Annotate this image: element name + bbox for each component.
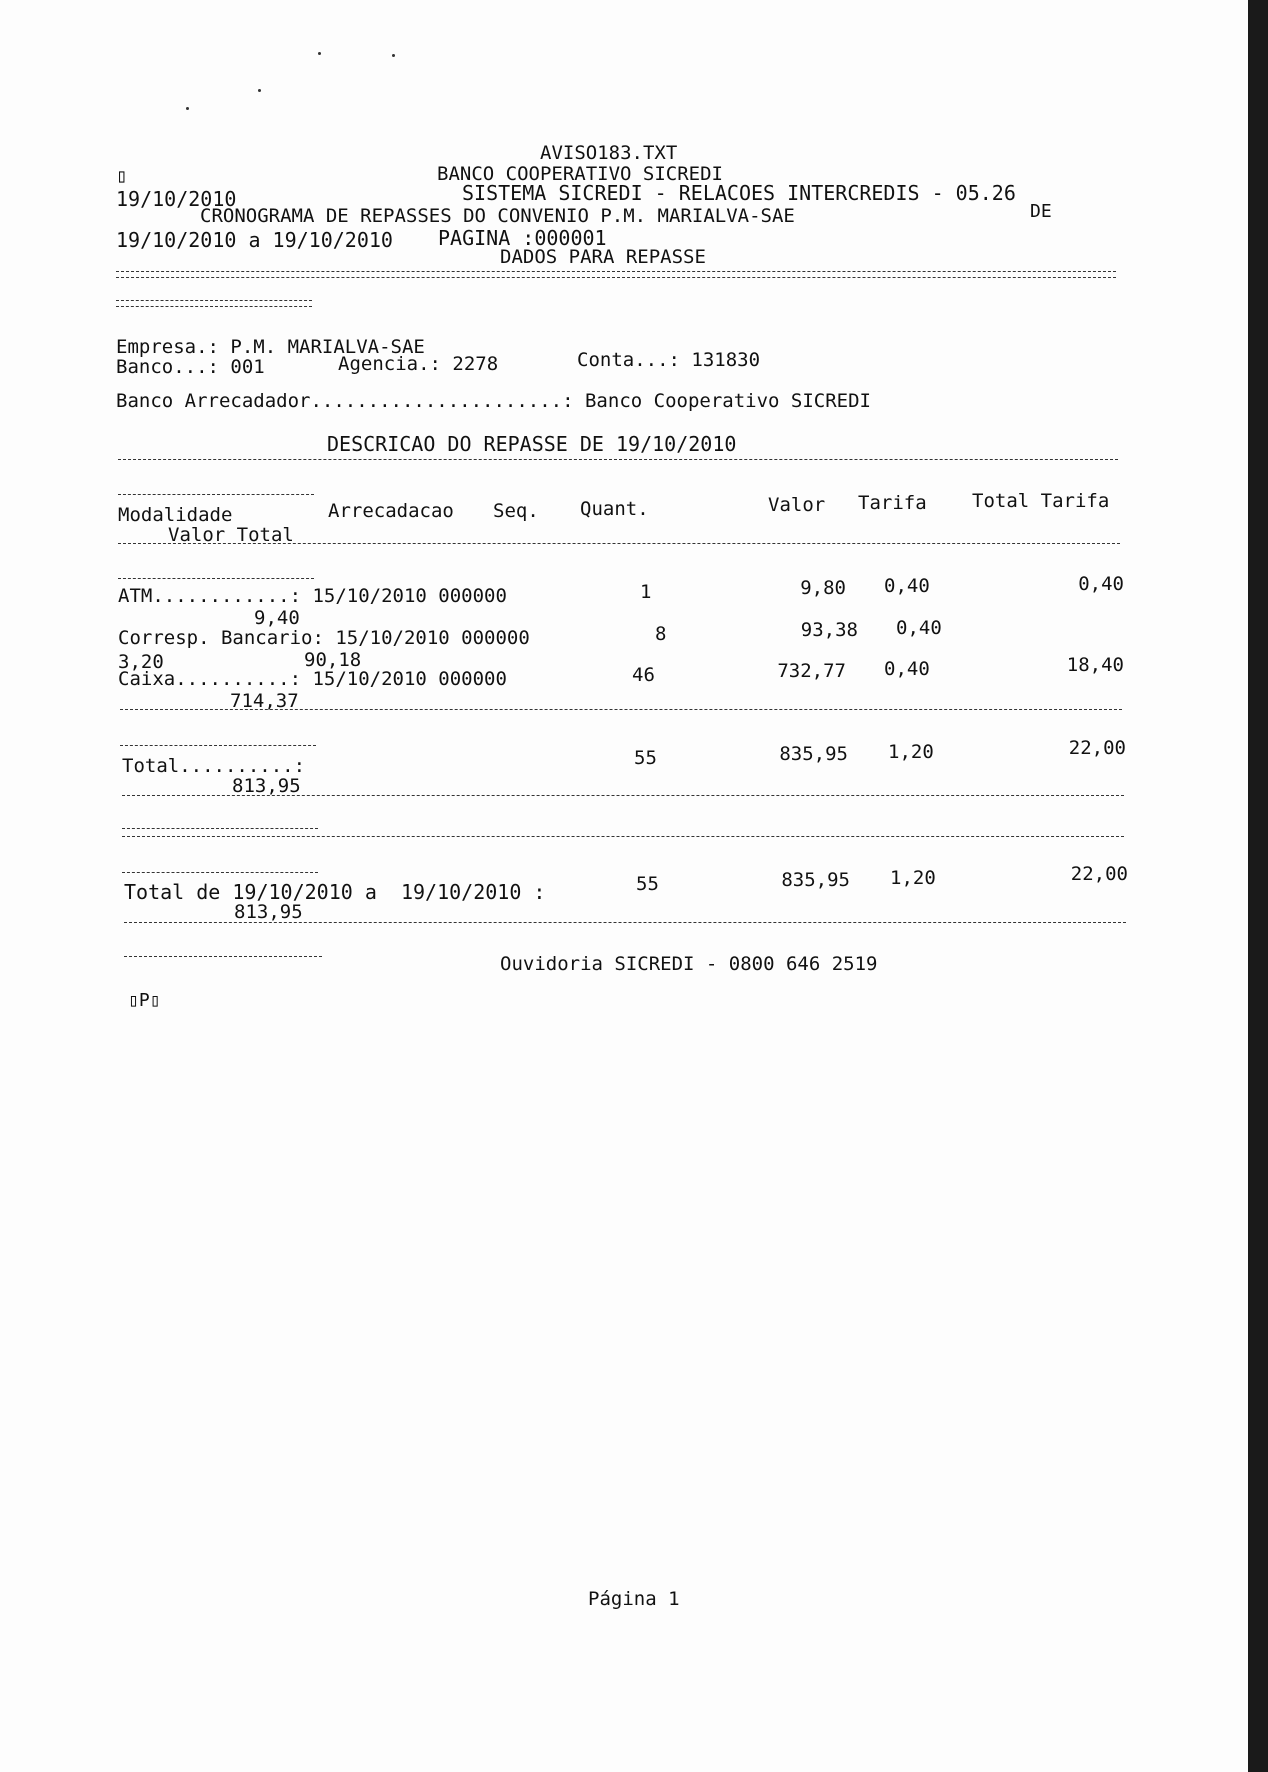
header-total-tarifa: Total Tarifa <box>972 490 1110 512</box>
conta-line: Conta...: 131830 <box>577 349 761 371</box>
header-valor: Valor <box>768 494 826 516</box>
section-title: DADOS PARA REPASSE <box>500 246 706 268</box>
control-char: ▯ <box>116 165 128 187</box>
period-total-valor: 835,95 <box>781 869 850 891</box>
header-valor-total: Valor Total <box>168 524 294 546</box>
arrecadador-line: Banco Arrecadador......................: Banco Cooperativo SICREDI <box>116 390 871 412</box>
report-date: 19/10/2010 <box>116 187 237 211</box>
period-total-label: Total de 19/10/2010 a 19/10/2010 : <box>124 880 546 904</box>
separator-dashed <box>120 709 1122 710</box>
separator-dashed <box>122 836 1124 837</box>
row-caixa-total-tarifa: 18,40 <box>1066 654 1124 676</box>
total-valor-total: 813,95 <box>232 775 301 797</box>
row-corresp-valor: 93,38 <box>800 619 858 641</box>
scan-speck <box>186 107 189 110</box>
header-arrecadacao: Arrecadacao <box>328 500 454 522</box>
row-atm-total-tarifa: 0,40 <box>1078 573 1124 595</box>
separator-double <box>116 300 312 307</box>
report-title: CRONOGRAMA DE REPASSES DO CONVENIO P.M. MARIALVA-SAE <box>200 205 795 227</box>
separator-dashed <box>124 922 1126 923</box>
separator-dashed <box>124 956 322 957</box>
page-label: Página 1 <box>588 1588 680 1610</box>
empresa-line: Empresa.: P.M. MARIALVA-SAE <box>116 336 425 358</box>
system-name: SISTEMA SICREDI - RELACOES INTERCREDIS - 05.26 <box>462 181 1016 205</box>
separator-double <box>116 271 1116 278</box>
file-name: AVISO183.TXT <box>540 142 678 164</box>
header-quant: Quant. <box>580 498 649 520</box>
separator-dashed <box>118 494 314 495</box>
row-corresp-valor-total: 90,18 <box>304 649 362 671</box>
row-atm-quant: 1 <box>640 581 652 603</box>
header-modalidade: Modalidade <box>118 504 233 526</box>
separator-dashed <box>118 459 1118 460</box>
row-caixa-valor: 732,77 <box>777 660 846 682</box>
row-caixa-label: Caixa..........: 15/10/2010 000000 <box>118 668 507 690</box>
separator-dashed <box>120 745 316 746</box>
report-period: 19/10/2010 a 19/10/2010 <box>116 228 393 252</box>
period-total-total-tarifa: 22,00 <box>1070 863 1128 885</box>
row-corresp-quant: 8 <box>655 623 667 645</box>
period-total-valor-total: 813,95 <box>234 901 303 923</box>
row-caixa-tarifa: 0,40 <box>884 658 930 680</box>
separator-dashed <box>122 872 318 873</box>
header-seq: Seq. <box>493 500 539 522</box>
scan-speck <box>258 89 261 92</box>
agencia-line: Agencia.: 2278 <box>338 353 499 375</box>
row-atm-tarifa: 0,40 <box>884 575 930 597</box>
row-corresp-total-tarifa: 3,20 <box>118 651 164 673</box>
period-total-quant: 55 <box>636 873 659 895</box>
separator-dashed <box>118 578 314 579</box>
row-corresp-tarifa: 0,40 <box>896 617 942 639</box>
total-tarifa: 1,20 <box>888 741 934 763</box>
row-atm-valor: 9,80 <box>800 577 846 599</box>
row-atm-label: ATM............: 15/10/2010 000000 <box>118 585 507 607</box>
row-atm-valor-total: 9,40 <box>254 607 300 629</box>
header-tarifa: Tarifa <box>858 492 927 514</box>
page-number: PAGINA :000001 <box>438 226 607 250</box>
total-valor: 835,95 <box>779 743 848 765</box>
total-quant: 55 <box>634 747 657 769</box>
row-caixa-valor-total: 714,37 <box>230 690 299 712</box>
total-label: Total..........: <box>122 755 306 777</box>
banco-line: Banco...: 001 <box>116 356 265 378</box>
separator-dashed <box>118 543 1120 544</box>
scan-speck <box>318 52 321 55</box>
ouvidoria-line: Ouvidoria SICREDI - 0800 646 2519 <box>500 953 878 975</box>
scan-speck <box>392 54 395 57</box>
total-total-tarifa: 22,00 <box>1068 737 1126 759</box>
row-corresp-label: Corresp. Bancario: 15/10/2010 000000 <box>118 627 530 649</box>
separator-dashed <box>122 828 318 829</box>
bank-name: BANCO COOPERATIVO SICREDI <box>437 163 723 185</box>
period-total-tarifa: 1,20 <box>890 867 936 889</box>
control-end: ▯P▯ <box>128 990 161 1011</box>
separator-dashed <box>122 795 1124 796</box>
report-title-de: DE <box>1030 201 1052 222</box>
row-caixa-quant: 46 <box>632 664 655 686</box>
table-title: DESCRICAO DO REPASSE DE 19/10/2010 <box>327 432 737 456</box>
